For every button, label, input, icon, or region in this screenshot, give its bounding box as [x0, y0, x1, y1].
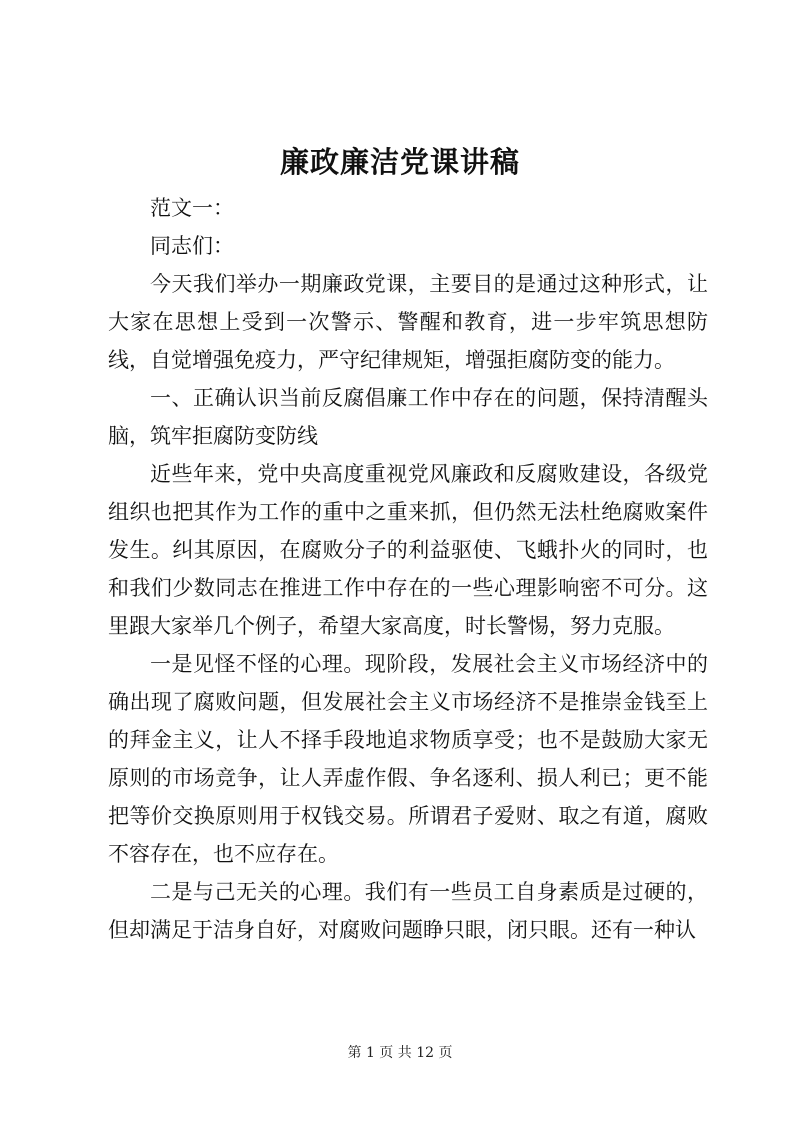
- paragraph-point-1: 一是见怪不怪的心理。现阶段，发展社会主义市场经济中的确出现了腐败问题，但发展社会主义市场经济不是推崇金钱至上的拜金主义，让人不择手段地追求物质享受；也不是鼓励大家无原则的市场竞争，让人弄虚作假、争名逐利、损人利已；更不能把等价交换原则用于权钱交易。所谓君子爱财、取之有道，腐败不容存在，也不应存在。: [108, 652, 708, 866]
- section-heading-1: 一、正确认识当前反腐倡廉工作中存在的问题，保持清醒头脑，筑牢拒腐防变防线: [108, 386, 708, 448]
- paragraph-salutation: 同志们：: [150, 234, 234, 258]
- paragraph-background: 近些年来，党中央高度重视党风廉政和反腐败建设，各级党组织也把其作为工作的重中之重来抓，但仍然无法杜绝腐败案件发生。纠其原因，在腐败分子的利益驱使、飞蛾扑火的同时，也和我们少数同志在推进工作中存在的一些心理影响密不可分。这里跟大家举几个例子，希望大家高度，时长警惕，努力克服。: [108, 462, 708, 638]
- document-title: 廉政廉洁党课讲稿: [279, 145, 520, 179]
- paragraph-salutation-sample: 范文一：: [150, 196, 234, 220]
- paragraph-point-2: 二是与己无关的心理。我们有一些员工自身素质是过硬的，但却满足于洁身自好，对腐败问题睁只眼，闭只眼。还有一种认: [108, 880, 708, 942]
- paragraph-intro: 今天我们举办一期廉政党课，主要目的是通过这种形式，让大家在思想上受到一次警示、警醒和教育，进一步牢筑思想防线，自觉增强免疫力，严守纪律规矩，增强拒腐防变的能力。: [108, 272, 708, 372]
- page-footer: 第 1 页 共 12 页: [347, 1045, 453, 1061]
- document-body: [108, 189, 708, 949]
